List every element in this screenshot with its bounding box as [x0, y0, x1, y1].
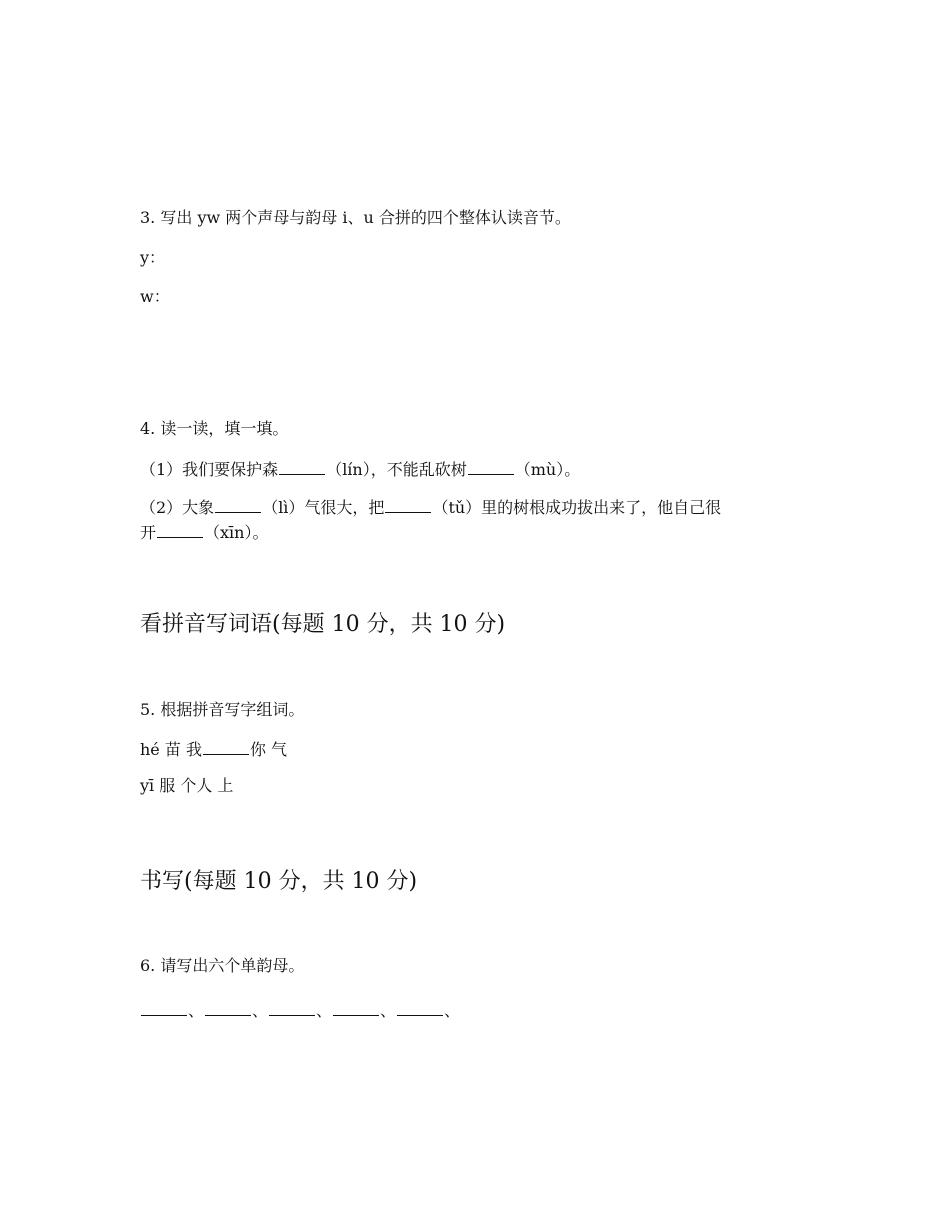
blank-separator: 、	[188, 1001, 205, 1020]
blank-separator: 、	[316, 1001, 333, 1020]
question-4-line-1	[140, 456, 580, 481]
answer-blank[interactable]	[397, 997, 443, 1016]
question-4-line-2	[140, 494, 721, 519]
question-5-row-2	[140, 775, 233, 797]
blank-separator: 、	[380, 1001, 397, 1020]
answer-blank[interactable]	[333, 997, 379, 1016]
answer-blank[interactable]	[385, 494, 431, 513]
question-6-title: 6. 请写出六个单韵母。	[140, 956, 305, 975]
section-heading-writing: 书写(每题 10 分，共 10 分)	[140, 869, 418, 894]
answer-blank[interactable]	[141, 997, 187, 1016]
section-heading-pinyin: 看拼音写词语(每题 10 分，共 10 分)	[140, 612, 506, 637]
question-6-answer-row	[140, 997, 460, 1022]
answer-blank[interactable]	[279, 456, 325, 475]
answer-blank[interactable]	[468, 456, 514, 475]
q4-line3-part-b: （xīn）。	[204, 523, 269, 542]
blank-separator: 、	[252, 1001, 269, 1020]
q4-line1-part-a: （1）我们要保护森	[140, 460, 279, 479]
q5-row1-part-b: 你 气	[249, 740, 288, 759]
question-3-text: 3. 写出 yw 两个声母与韵母 i、u 合拼的四个整体认读音节。	[140, 208, 571, 227]
q4-line2-part-c: （tǔ）里的树根成功拔出来了，他自己很	[432, 498, 722, 517]
question-3-y-label: y：	[140, 248, 166, 267]
q4-line3-part-a: 开	[140, 523, 157, 542]
answer-blank[interactable]	[205, 997, 251, 1016]
answer-blank[interactable]	[269, 997, 315, 1016]
question-4-line-3	[140, 519, 268, 544]
q4-line1-part-c: （mù）。	[514, 460, 581, 479]
q5-row1-part-a: hé 苗 我	[140, 740, 202, 759]
q4-line2-part-b: （lì）气很大，把	[262, 498, 385, 517]
question-5-row-1	[140, 736, 287, 761]
question-3-w-label: w：	[140, 287, 170, 306]
answer-blank[interactable]	[215, 494, 261, 513]
answer-blank[interactable]	[203, 736, 249, 755]
q5-row2-part-a: yī 服 个人 上	[140, 776, 234, 795]
answer-blank[interactable]	[157, 519, 203, 538]
question-4-title: 4. 读一读，填一填。	[140, 419, 289, 438]
question-5-title: 5. 根据拼音写字组词。	[140, 700, 305, 719]
q4-line1-part-b: （lín），不能乱砍树	[326, 460, 467, 479]
blank-separator: 、	[444, 1001, 461, 1020]
q4-line2-part-a: （2）大象	[140, 498, 215, 517]
